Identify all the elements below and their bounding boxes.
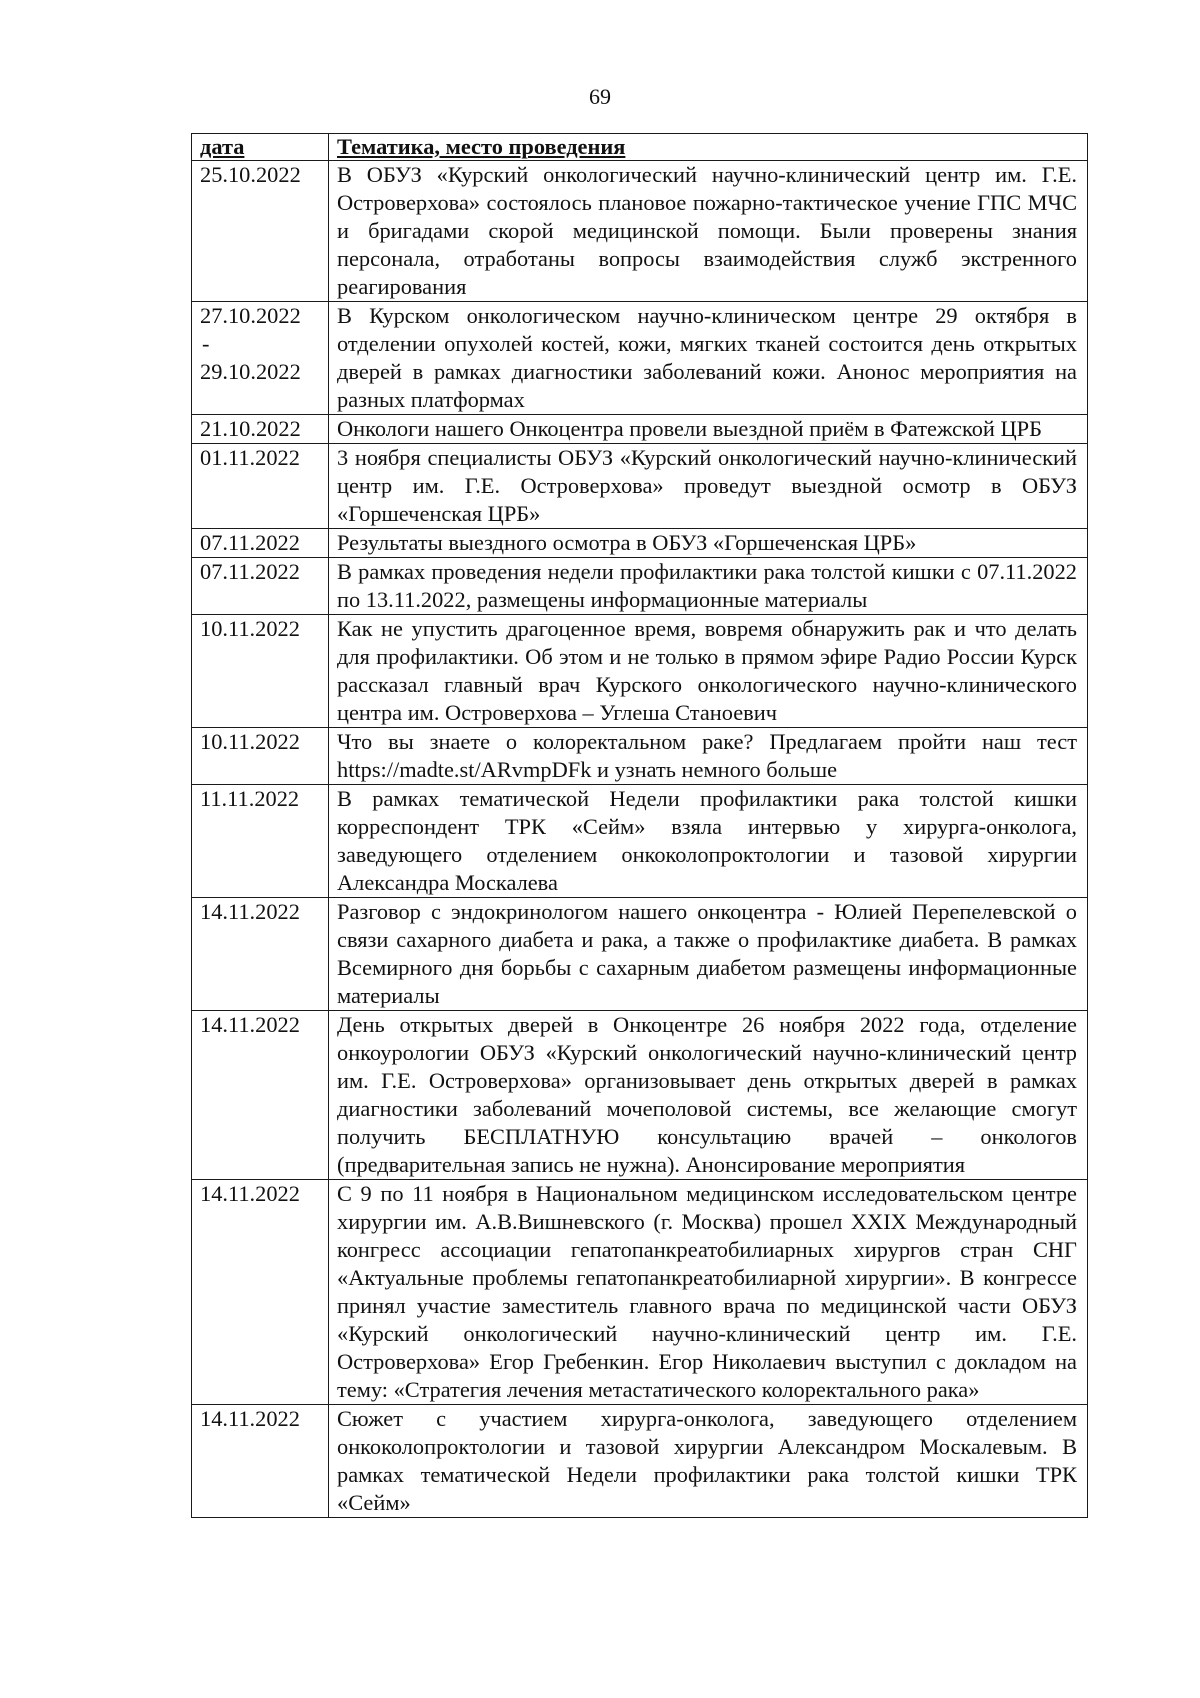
table-row [192,615,1088,728]
row-date-range [192,302,329,415]
header-date: дата [192,134,329,161]
table-row [192,1180,1088,1405]
table-row [192,1405,1088,1518]
row-text: Результаты выездного осмотра в ОБУЗ «Горшеченская ЦРБ» [329,529,1088,558]
table-row [192,898,1088,1011]
row-date: 14.11.2022 [192,1180,329,1405]
table-row [192,728,1088,785]
row-date: 10.11.2022 [192,615,329,728]
table-row [192,415,1088,444]
row-text: Разговор с эндокринологом нашего онкоцентра - Юлией Перепелевской о связи сахарного диабета и рака, а также о профилактике диабета. В рамках Всемирного дня борьбы с сахарным диабетом размещены информационные материалы [329,898,1088,1011]
table-row [192,558,1088,615]
row-date: 21.10.2022 [192,415,329,444]
row-text: С 9 по 11 ноября в Национальном медицинском исследовательском центре хирургии им. А.В.Вишневского (г. Москва) прошел XXIX Международный конгресс ассоциации гепатопанкреатобилиарных хирургов стран СНГ «Актуальные проблемы гепатопанкреатобилиарной хирургии». В конгрессе принял участие заместитель главного врача по медицинской части ОБУЗ «Курский онкологический научно-клинический центр им. Г.Е. Островерхова» Егор Гребенкин. Егор Николаевич выступил с докладом на тему: «Стратегия лечения метастатического колоректального рака» [329,1180,1088,1405]
row-text: В ОБУЗ «Курский онкологический научно-клинический центр им. Г.Е. Островерхова» состоялось плановое пожарно-тактическое учение ГПС МЧС и бригадами скорой медицинской помощи. Были проверены знания персонала, отработаны вопросы взаимодействия служб экстренного реагирования [329,161,1088,302]
table-row [192,785,1088,898]
row-text: В рамках проведения недели профилактики рака толстой кишки с 07.11.2022 по 13.11.2022, размещены информационные материалы [329,558,1088,615]
row-text: Как не упустить драгоценное время, вовремя обнаружить рак и что делать для профилактики. Об этом и не только в прямом эфире Радио России Курск рассказал главный врач Курского онкологического научно-клинического центра им. Островерхова – Углеша Станоевич [329,615,1088,728]
row-text: В рамках тематической Недели профилактики рака толстой кишки корреспондент ТРК «Сейм» взяла интервью у хирурга-онколога, заведующего отделением онкоколопроктологии и тазовой хирургии Александра Москалева [329,785,1088,898]
table-row [192,161,1088,302]
events-table [191,133,1088,1518]
row-date: 10.11.2022 [192,728,329,785]
table-header-row [192,134,1088,161]
row-date-end: 29.10.2022 [200,359,301,384]
row-text: Что вы знаете о колоректальном раке? Предлагаем пройти наш тест https://madte.st/ARvmpDFk и узнать немного больше [329,728,1088,785]
table-row [192,1011,1088,1180]
row-text: В Курском онкологическом научно-клиническом центре 29 октября в отделении опухолей костей, кожи, мягких тканей состоится день открытых дверей в рамках диагностики заболеваний кожи. Анонос мероприятия на разных платформах [329,302,1088,415]
page-number: 69 [589,84,611,109]
row-text: 3 ноября специалисты ОБУЗ «Курский онкологический научно-клинический центр им. Г.Е. Островерхова» проведут выездной осмотр в ОБУЗ «Горшеченская ЦРБ» [329,444,1088,529]
row-date-dash: - [202,331,210,356]
table-row [192,302,1088,415]
row-text: Сюжет с участием хирурга-онколога, заведующего отделением онкоколопроктологии и тазовой хирургии Александром Москалевым. В рамках тематической Недели профилактики рака толстой кишки ТРК «Сейм» [329,1405,1088,1518]
row-date: 07.11.2022 [192,529,329,558]
row-text: Онкологи нашего Онкоцентра провели выездной приём в Фатежской ЦРБ [329,415,1088,444]
table-row [192,529,1088,558]
row-date: 07.11.2022 [192,558,329,615]
row-date: 11.11.2022 [192,785,329,898]
row-date: 01.11.2022 [192,444,329,529]
header-topic: Тематика, место проведения [329,134,1088,161]
row-date-start: 27.10.2022 [200,303,301,328]
row-date: 14.11.2022 [192,1405,329,1518]
table-row [192,444,1088,529]
row-date: 14.11.2022 [192,898,329,1011]
row-date: 25.10.2022 [192,161,329,302]
row-text: День открытых дверей в Онкоцентре 26 ноября 2022 года, отделение онкоурологии ОБУЗ «Курский онкологический научно-клинический центр им. Г.Е. Островерхова» организовывает день открытых дверей в рамках диагностики заболеваний мочеполовой системы, все желающие смогут получить БЕСПЛАТНУЮ консультацию врачей – онкологов (предварительная запись не нужна). Анонсирование мероприятия [329,1011,1088,1180]
row-date: 14.11.2022 [192,1011,329,1180]
